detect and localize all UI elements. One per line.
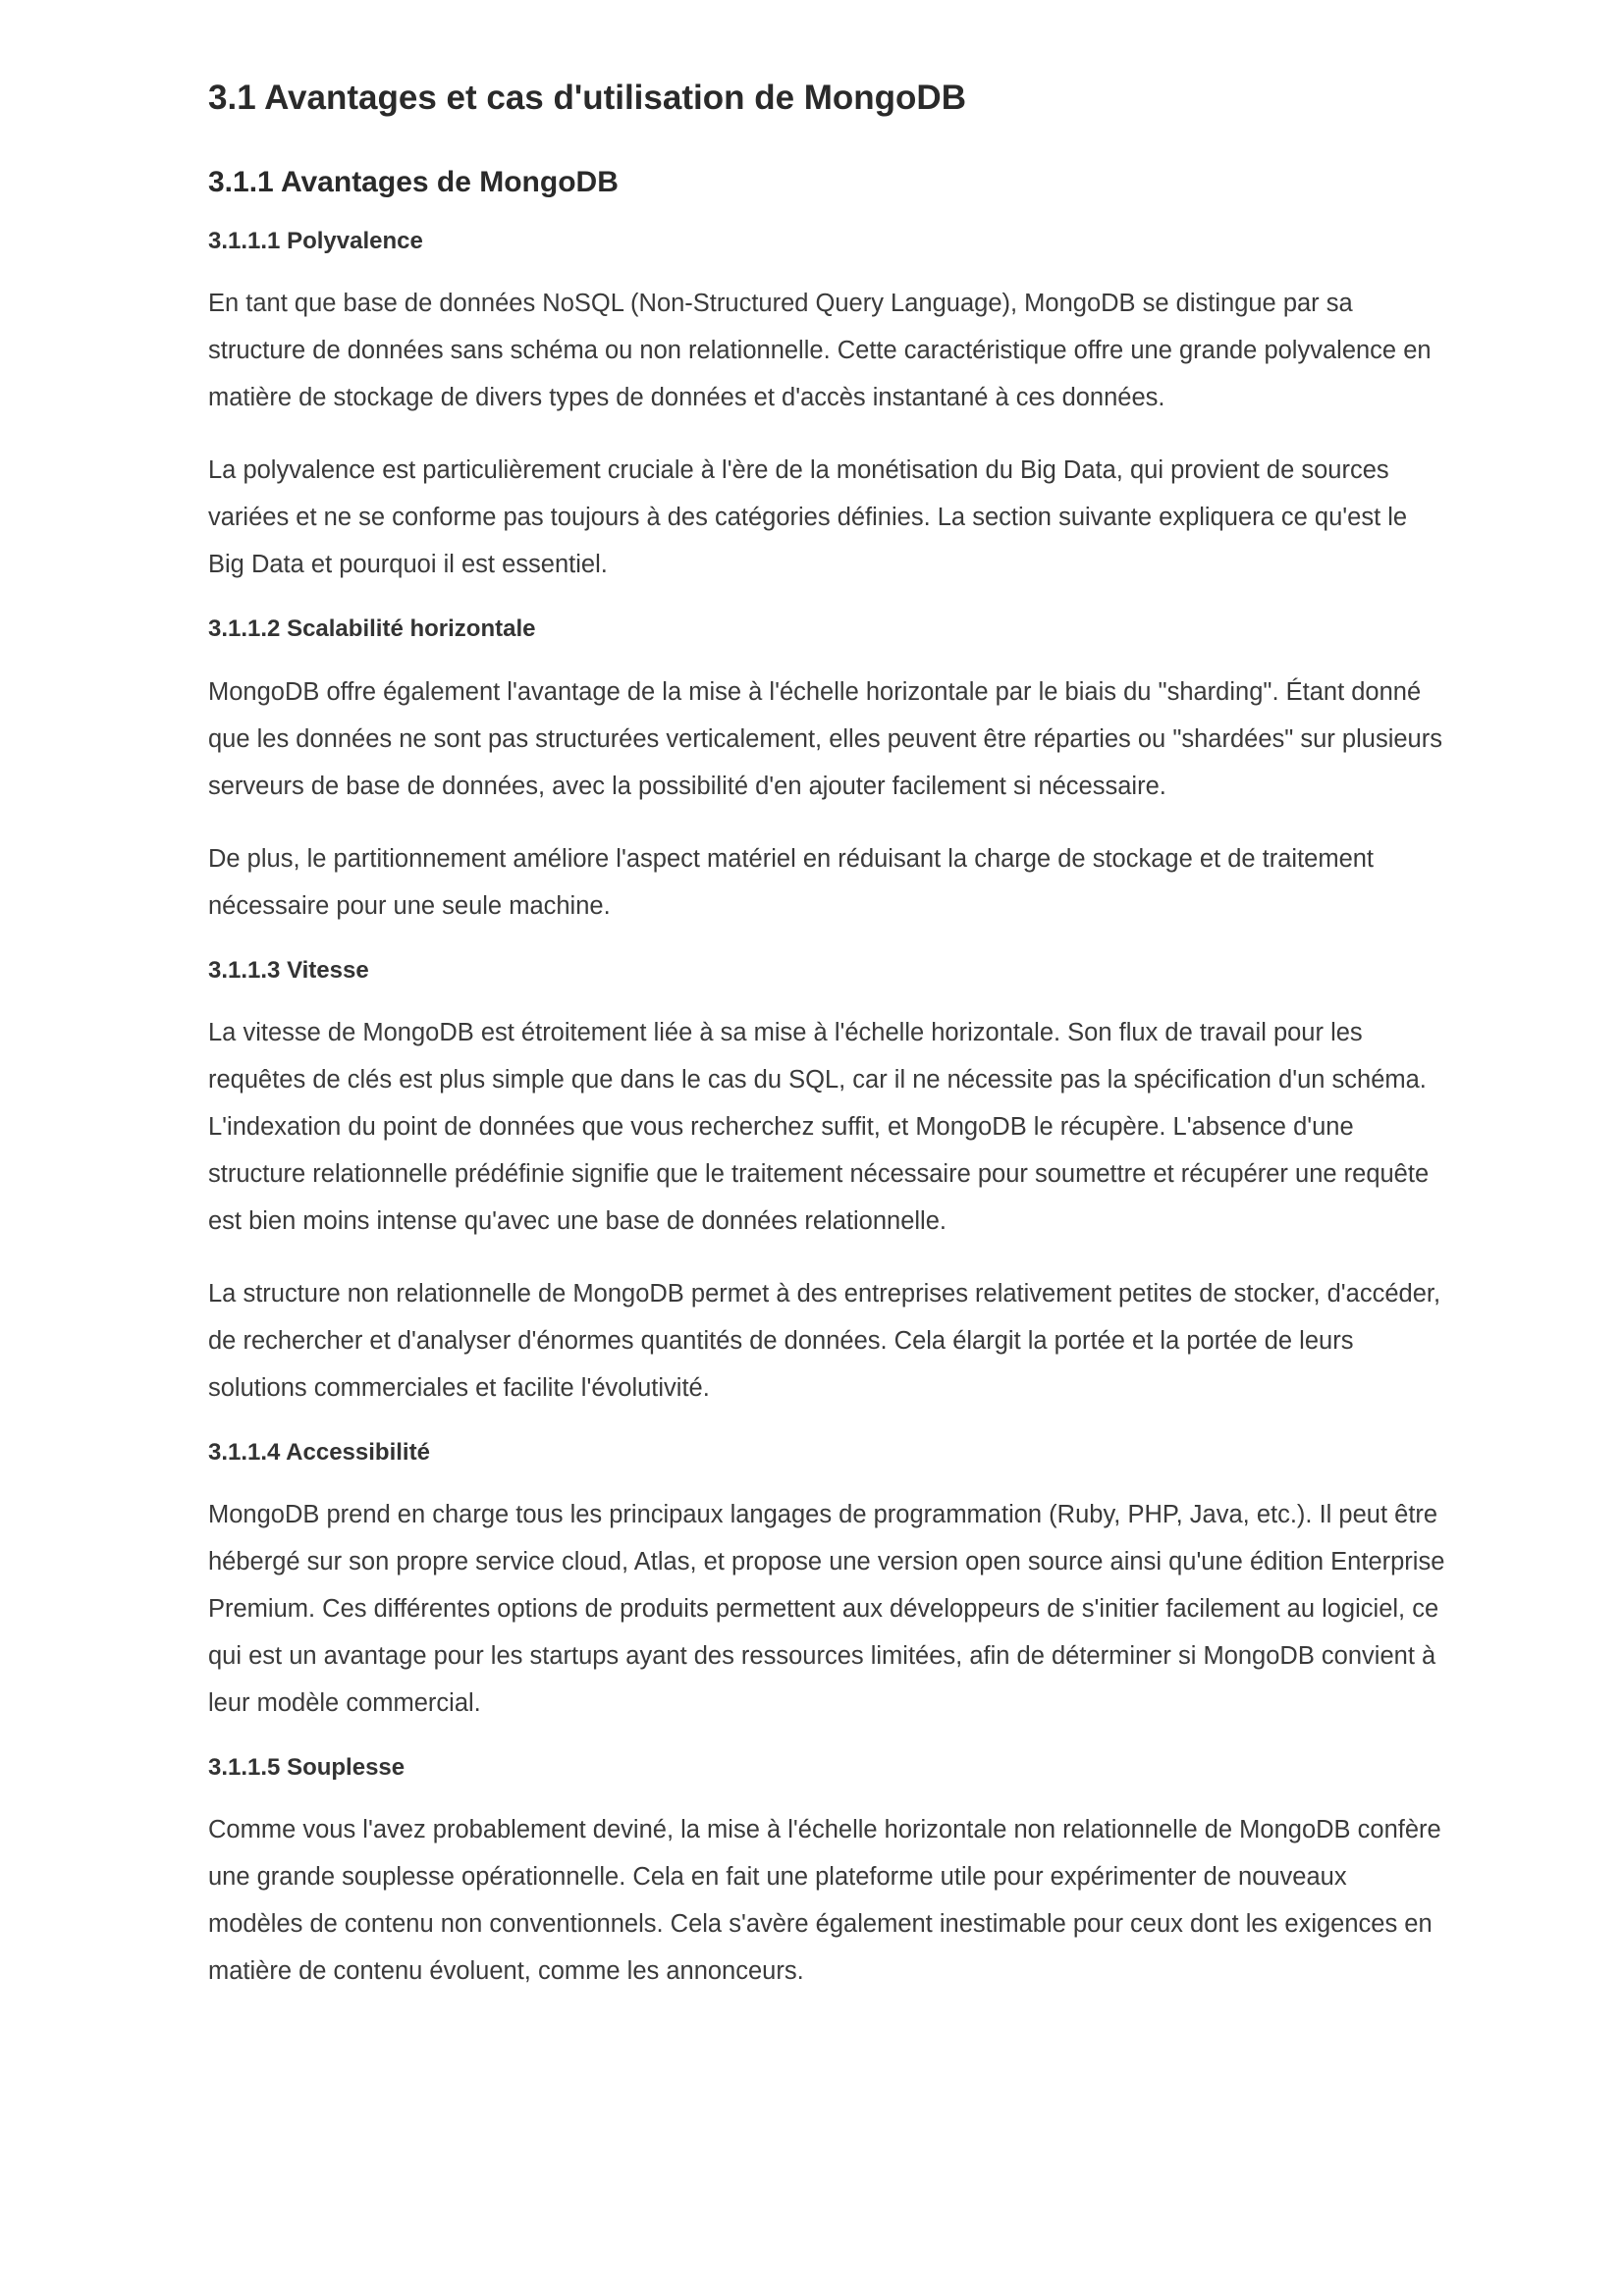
heading-vitesse: 3.1.1.3 Vitesse	[208, 956, 369, 984]
paragraph: De plus, le partitionnement améliore l'aspect matériel en réduisant la charge de stockage et de traitement nécessaire pour une seule machine.	[208, 844, 1375, 920]
paragraph: La polyvalence est particulièrement cruciale à l'ère de la monétisation du Big Data, qui provient de sources variées et ne se conforme pas toujours à des catégories définies. La section suivante expliquera ce qu'est le Big Data et pourquoi il est essentiel.	[208, 456, 1408, 579]
paragraph: MongoDB prend en charge tous les principaux langages de programmation (Ruby, PHP, Java, etc.). Il peut être hébergé sur son propre service cloud, Atlas, et propose une version open source ainsi qu'une édition Enterprise Premium. Ces différentes options de produits permettent aux développeurs de s'initier facilement au logiciel, ce qui est un avantage pour les startups ayant des ressources limitées, afin de déterminer si MongoDB convient à leur modèle commercial.	[208, 1501, 1445, 1717]
paragraph: Comme vous l'avez probablement deviné, la mise à l'échelle horizontale non relationnelle de MongoDB confère une grande souplesse opérationnelle. Cela en fait une plateforme utile pour expérimenter de nouveaux modèles de contenu non conventionnels. Cela s'avère également inestimable pour ceux dont les exigences en matière de contenu évoluent, comme les annonceurs.	[208, 1816, 1441, 1986]
heading-scalabilite: 3.1.1.2 Scalabilité horizontale	[208, 615, 536, 643]
heading-polyvalence: 3.1.1.1 Polyvalence	[208, 228, 423, 255]
heading-accessibilite: 3.1.1.4 Accessibilité	[208, 1438, 430, 1466]
paragraph: La vitesse de MongoDB est étroitement liée à sa mise à l'échelle horizontale. Son flux de travail pour les requêtes de clés est plus simple que dans le cas du SQL, car il ne nécessite pas la spécification d'un schéma. L'indexation du point de données que vous recherchez suffit, et MongoDB le récupère. L'absence d'une structure relationnelle prédéfinie signifie que le traitement nécessaire pour soumettre et récupérer une requête est bien moins intense qu'avec une base de données relationnelle.	[208, 1018, 1430, 1235]
paragraph: La structure non relationnelle de MongoDB permet à des entreprises relativement petites de stocker, d'accéder, de rechercher et d'analyser d'énormes quantités de données. Cela élargit la portée et la portée de leurs solutions commerciales et facilite l'évolutivité.	[208, 1279, 1441, 1402]
paragraph: En tant que base de données NoSQL (Non-Structured Query Language), MongoDB se distingue par sa structure de données sans schéma ou non relationnelle. Cette caractéristique offre une grande polyvalence en matière de stockage de divers types de données et d'accès instantané à ces données.	[208, 290, 1432, 412]
document-page	[208, 77, 1445, 2020]
paragraph: MongoDB offre également l'avantage de la mise à l'échelle horizontale par le biais du "sharding". Étant donné que les données ne sont pas structurées verticalement, elles peuvent être réparties ou "shardées" sur plusieurs serveurs de base de données, avec la possibilité d'en ajouter facilement si nécessaire.	[208, 677, 1442, 800]
heading-souplesse: 3.1.1.5 Souplesse	[208, 1754, 406, 1781]
subsection-title: 3.1.1 Avantages de MongoDB	[208, 165, 619, 198]
section-title: 3.1 Avantages et cas d'utilisation de MongoDB	[208, 79, 966, 117]
